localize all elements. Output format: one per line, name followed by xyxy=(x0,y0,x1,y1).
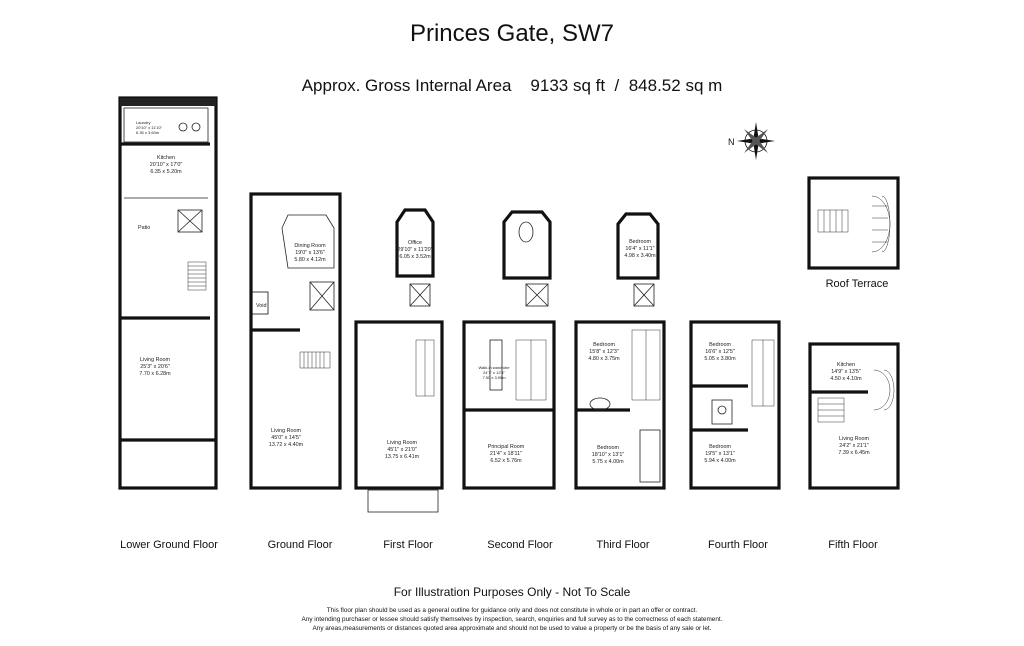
room-metric: 4.50 x 4.10m xyxy=(830,376,862,382)
room-imperial: 24'2" x 21'1" xyxy=(839,443,869,449)
disclaimer-line: Any areas,measurements or distances quoted area approximate and should not be used to value a property or be the basis of any sale or let. xyxy=(312,625,712,632)
room-metric: 5.05 x 3.80m xyxy=(704,356,736,362)
roof-terrace-plan xyxy=(809,178,898,268)
room-metric: 6.52 x 5.76m xyxy=(490,458,522,464)
gross-area-sqm: 848.52 sq m xyxy=(628,76,723,95)
room-imperial: 45'1" x 21'0" xyxy=(387,447,417,453)
room-imperial: 25'3" x 20'6" xyxy=(140,364,170,370)
room-imperial: 19'5" x 13'1" xyxy=(705,451,735,457)
room-imperial: 15'8" x 12'3" xyxy=(589,349,619,355)
fourth-floor-plan xyxy=(691,322,779,488)
compass-icon xyxy=(728,122,775,160)
room-imperial: 19'0" x 13'6" xyxy=(295,250,325,256)
room-metric: 5.75 x 4.00m xyxy=(592,459,624,465)
room-name: Living Room xyxy=(271,428,301,434)
room-imperial: 20'10" x 11'10" xyxy=(136,125,163,130)
room-name: Living Room xyxy=(140,357,170,363)
room-metric: 7.39 x 6.45m xyxy=(838,450,870,456)
disclaimer-line: Any intending purchaser or lessee should satisfy themselves by inspection, search, enquiries and full survey as to the correctness of each statement. xyxy=(301,616,723,623)
room-name: Kitchen xyxy=(837,362,855,368)
room-name: Bedroom xyxy=(593,342,615,348)
compass-north-label: N xyxy=(728,137,735,147)
page-title: Princes Gate, SW7 xyxy=(409,20,615,47)
room-name: Office xyxy=(408,240,422,246)
floor-label-ground: Ground Floor xyxy=(267,539,333,551)
floor-label-second: Second Floor xyxy=(487,539,553,551)
lower-ground-floor-plan xyxy=(120,98,216,488)
room-name: Bedroom xyxy=(629,239,651,245)
room-metric: 5.94 x 4.00m xyxy=(704,458,736,464)
room-name: Living Room xyxy=(839,436,869,442)
room-metric: 7.50 x 3.95m xyxy=(482,375,506,380)
room-metric: 13.75 x 6.41m xyxy=(384,454,420,460)
gross-area-sqft: 9133 sq ft xyxy=(530,76,606,95)
room-imperial: 20'10" x 17'0" xyxy=(149,162,183,168)
room-name: Living Room xyxy=(387,440,417,446)
room-name: Kitchen xyxy=(157,155,175,161)
disclaimer-line: This floor plan should be used as a general outline for guidance only and does not constitute in whole or in part an offer or contract. xyxy=(326,607,698,614)
floor-label-first: First Floor xyxy=(383,539,433,551)
room-name: Dining Room xyxy=(294,243,326,249)
room-metric: 7.70 x 6.28m xyxy=(139,371,171,377)
floor-label-fourth: Fourth Floor xyxy=(708,539,768,551)
room-name: Walk-in wardrobe xyxy=(478,365,510,370)
room-metric: 13.72 x 4.40m xyxy=(268,442,304,448)
room-metric: 4.80 x 3.75m xyxy=(588,356,620,362)
room-metric: 6.35 x 5.20m xyxy=(150,169,182,175)
room-name: Bedroom xyxy=(597,445,619,451)
room-imperial: 21'4" x 18'11" xyxy=(489,451,523,457)
third-floor-plan xyxy=(576,214,664,488)
room-imperial: 18'10" x 13'1" xyxy=(591,452,625,458)
floor-label-fifth: Fifth Floor xyxy=(828,539,878,551)
room-name: Laundry xyxy=(136,120,151,125)
room-name: Void xyxy=(256,303,267,309)
room-imperial: 16'6" x 12'5" xyxy=(705,349,735,355)
gross-area-separator: / xyxy=(614,76,620,95)
room-name: Bedroom xyxy=(709,444,731,450)
second-floor-plan xyxy=(464,212,554,488)
room-metric: 6.05 x 3.52m xyxy=(399,254,431,260)
room-imperial: 29'10" x 11'20" xyxy=(397,247,433,253)
room-metric: 4.98 x 3.40m xyxy=(624,253,656,259)
room-imperial: 16'4" x 11'1" xyxy=(625,246,655,252)
gross-area-label: Approx. Gross Internal Area xyxy=(301,76,512,95)
room-imperial: 45'0" x 14'5" xyxy=(271,435,301,441)
room-imperial: 14'9" x 13'5" xyxy=(831,369,861,375)
room-metric: 6.35 x 3.60m xyxy=(136,130,160,135)
room-metric: 5.80 x 4.12m xyxy=(294,257,326,263)
floor-label-third: Third Floor xyxy=(596,539,650,551)
first-floor-plan xyxy=(356,210,442,512)
room-name: Bedroom xyxy=(709,342,731,348)
ground-floor-plan xyxy=(251,194,340,488)
floor-label-lower-ground: Lower Ground Floor xyxy=(120,539,218,551)
room-name: Principal Room xyxy=(487,444,525,450)
floor-label-roof-terrace: Roof Terrace xyxy=(825,278,889,290)
disclaimer-heading: For Illustration Purposes Only - Not To Scale xyxy=(393,585,631,599)
disclaimer-text xyxy=(0,606,1024,633)
room-imperial: 24'7" x 12'4" xyxy=(483,370,505,375)
room-name: Patio xyxy=(138,225,151,231)
fifth-floor-plan xyxy=(810,344,898,488)
